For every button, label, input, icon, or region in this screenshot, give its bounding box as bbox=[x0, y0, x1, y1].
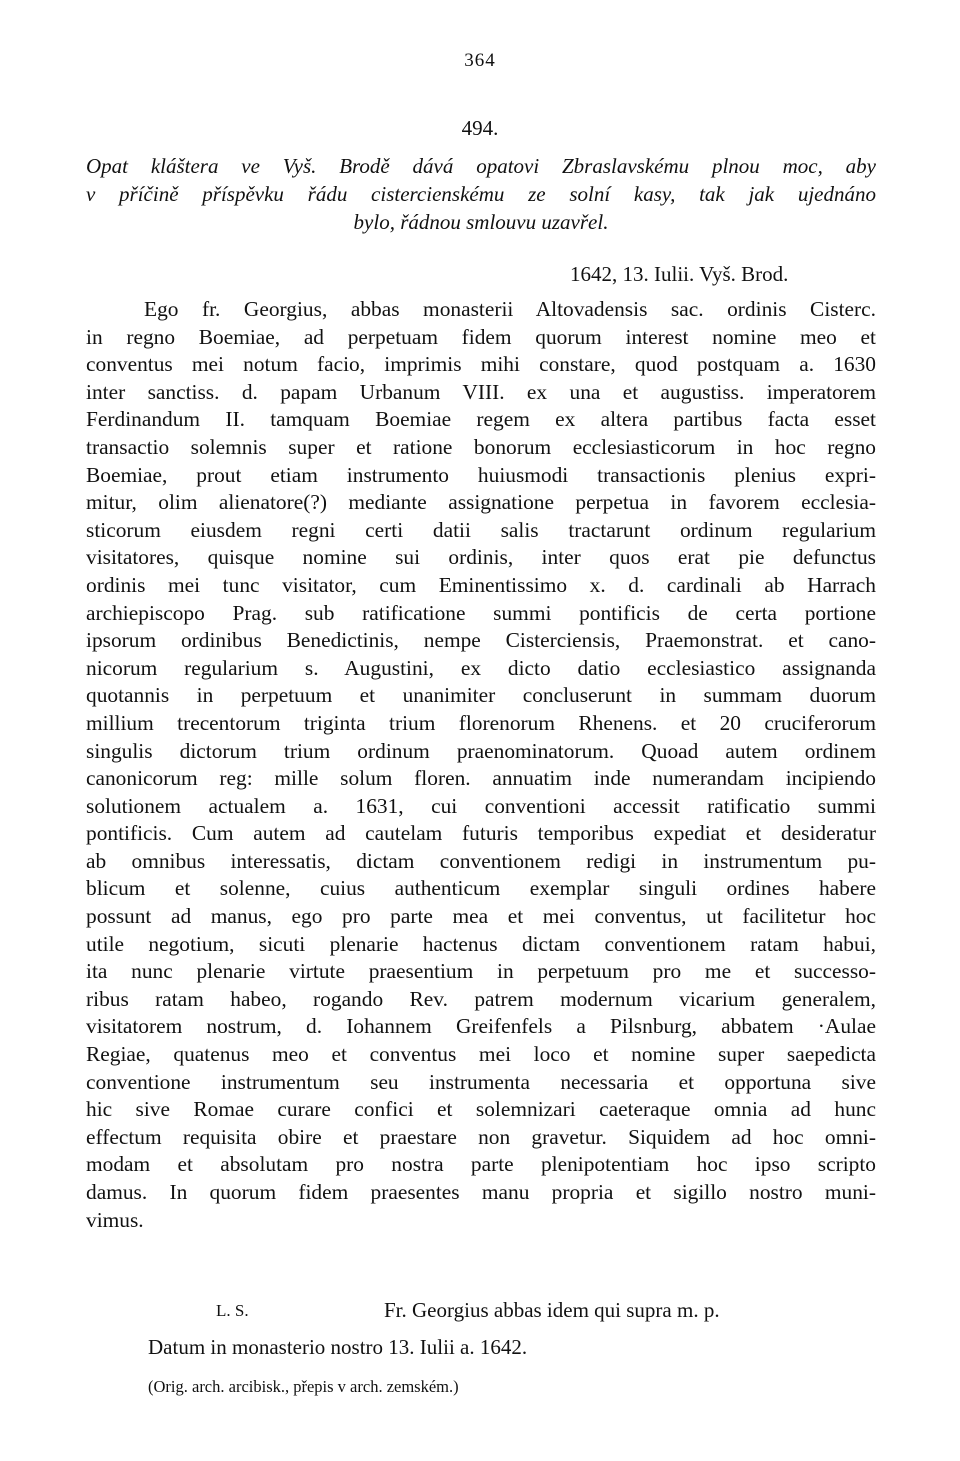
date-place: 1642, 13. Iulii. Vyš. Brod. bbox=[570, 262, 789, 286]
source-note: (Orig. arch. arcibisk., přepis v arch. zemském.) bbox=[148, 1377, 459, 1396]
body-line: pontificis. Cum autem ad cautelam futuris temporibus expediat et desideratur bbox=[86, 821, 876, 846]
body-line: Ego fr. Georgius, abbas monasterii Altovadensis sac. ordinis Cisterc. bbox=[144, 297, 876, 321]
body-line: visitatores, quisque nomine sui ordinis, inter quos erat pie defunctus bbox=[86, 545, 876, 570]
body-line: solutionem actualem a. 1631, cui conventioni accessit ratificatio summi bbox=[86, 793, 876, 818]
body-line: transactio solemnis super et ratione bonorum ecclesiasticorum in hoc regno bbox=[86, 434, 876, 459]
body-line: archiepiscopo Prag. sub ratificatione summi pontificis de certa portione bbox=[86, 600, 876, 625]
document-heading bbox=[86, 152, 876, 236]
body-line: ita nunc plenarie virtute praesentium in perpetuum pro me et successo- bbox=[86, 959, 876, 984]
body-text bbox=[86, 296, 876, 1234]
body-line: mitur, olim alienatore(?) mediante assignatione perpetua in favorem ecclesia- bbox=[86, 490, 876, 515]
body-line: Boemiae, prout etiam instrumento huiusmodi transactionis plenius expri- bbox=[86, 462, 876, 487]
body-line: nicorum regularium s. Augustini, ex dicto datio ecclesiastico assignanda bbox=[86, 655, 876, 680]
body-line: ribus ratam habeo, rogando Rev. patrem modernum vicarium generalem, bbox=[86, 986, 876, 1011]
body-line: utile negotium, sicuti plenarie hactenus dictam conventionem ratam habui, bbox=[86, 931, 876, 956]
document-number: 494. bbox=[461, 116, 499, 140]
body-line: ordinis mei tunc visitator, cum Eminentissimo x. d. cardinali ab Harrach bbox=[86, 572, 876, 597]
body-line: singulis dictorum trium ordinum praenominatorum. Quoad autem ordinem bbox=[86, 738, 876, 763]
body-line: vimus. bbox=[86, 1207, 144, 1232]
body-line: ab omnibus interessatis, dictam conventionem redigi in instrumentum pu- bbox=[86, 848, 876, 873]
heading-line: bylo, řádnou smlouvu uzavřel. bbox=[353, 210, 609, 234]
body-line: millium trecentorum triginta trium florenorum Rhenens. et 20 cruciferorum bbox=[86, 710, 876, 735]
body-line: possunt ad manus, ego pro parte mea et mei conventus, ut facilitetur hoc bbox=[86, 904, 876, 929]
body-line: visitatorem nostrum, d. Iohannem Greifenfels a Pilsnburg, abbatem ·Aulae bbox=[86, 1014, 876, 1039]
signature-line: Fr. Georgius abbas idem qui supra m. p. bbox=[384, 1298, 720, 1322]
body-line: hic sive Romae curare confici et solemnizari caeteraque omnia ad hunc bbox=[86, 1097, 876, 1122]
seal-mark: L. S. bbox=[216, 1301, 249, 1320]
body-line: modam et absolutam pro nostra parte plenipotentiam hoc ipso scripto bbox=[86, 1152, 876, 1177]
body-line: effectum requisita obire et praestare non gravetur. Siquidem ad hoc omni- bbox=[86, 1124, 876, 1149]
body-line: conventione instrumentum seu instrumenta necessaria et opportuna sive bbox=[86, 1069, 876, 1094]
body-line: damus. In quorum fidem praesentes manu propria et sigillo nostro muni- bbox=[86, 1180, 876, 1204]
body-line: blicum et solenne, cuius authenticum exemplar singuli ordines habere bbox=[86, 876, 876, 901]
dating-line: Datum in monasterio nostro 13. Iulii a. 1642. bbox=[148, 1335, 528, 1359]
heading-line: Opat kláštera ve Vyš. Brodě dává opatovi Zbraslavskému plnou moc, aby bbox=[86, 154, 876, 178]
body-line: in regno Boemiae, ad perpetuam fidem quorum interest nomine meo et bbox=[86, 324, 876, 349]
body-line: Ferdinandum II. tamquam Boemiae regem ex altera partibus facta esset bbox=[86, 407, 876, 432]
body-line: sticorum eiusdem regni certi datii salis tractarunt ordinum regularium bbox=[86, 517, 876, 542]
body-line: ipsorum ordinibus Benedictinis, nempe Cisterciensis, Praemonstrat. et cano- bbox=[86, 628, 876, 653]
page-number: 364 bbox=[464, 50, 496, 71]
body-line: inter sanctiss. d. papam Urbanum VIII. ex una et augustiss. imperatorem bbox=[86, 379, 876, 404]
body-line: quotannis in perpetuum et unanimiter concluserunt in summam duorum bbox=[86, 683, 876, 708]
body-line: Regiae, quatenus meo et conventus mei loco et nomine super saepedicta bbox=[86, 1042, 876, 1067]
body-line: canonicorum reg: mille solum floren. annuatim inde numerandam incipiendo bbox=[86, 766, 876, 791]
heading-line: v příčině příspěvku řádu cistercienskému ze solní kasy, tak jak ujednáno bbox=[86, 182, 876, 206]
body-line: conventus mei notum facio, imprimis mihi constare, quod postquam a. 1630 bbox=[86, 352, 876, 377]
